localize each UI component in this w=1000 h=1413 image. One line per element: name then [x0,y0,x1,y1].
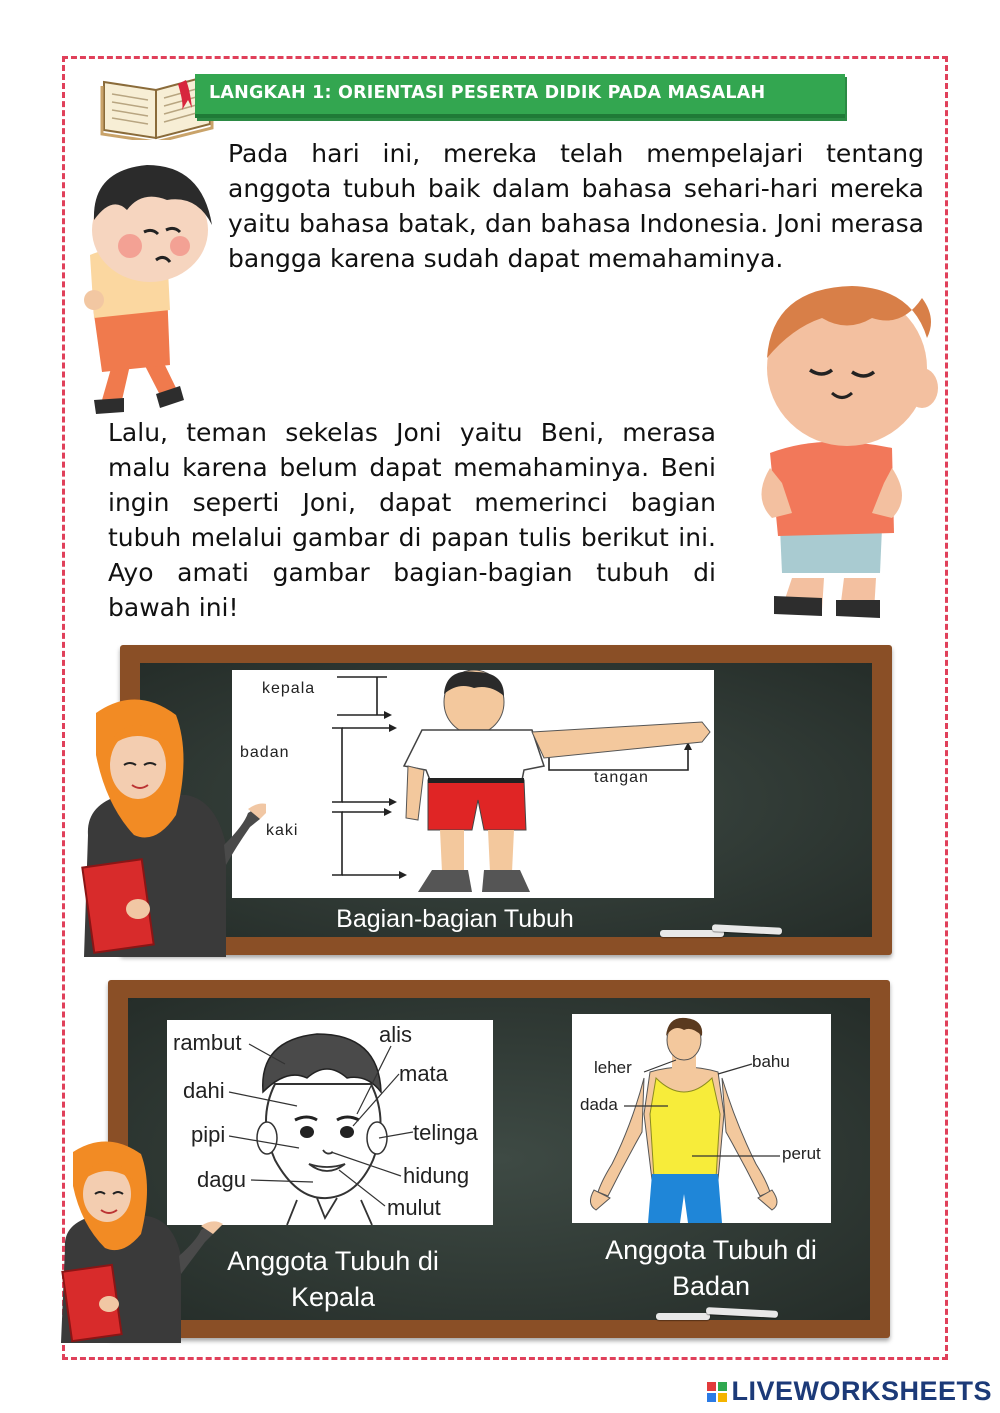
chalk-stick [656,1313,710,1320]
label-bahu: bahu [752,1052,790,1071]
label-leher: leher [594,1058,632,1077]
label-telinga: telinga [413,1120,478,1145]
liveworksheets-brand: LIVEWORKSHEETS [731,1376,992,1406]
torso-parts-diagram [572,1014,831,1223]
joni-character-illustration [72,150,222,420]
label-mulut: mulut [387,1195,441,1220]
step-title: LANGKAH 1: ORIENTASI PESERTA DIDIK PADA MASALAH [209,83,766,103]
caption-torso-parts: Anggota Tubuh di Badan [605,1235,817,1301]
label-badan: badan [240,744,290,761]
label-perut: perut [782,1144,821,1163]
liveworksheets-logo-icon [707,1378,727,1398]
teacher-illustration [76,695,266,957]
caption-head-parts: Anggota Tubuh di Kepala [227,1246,439,1312]
label-dada: dada [580,1095,618,1114]
story-paragraph-2: Lalu, teman sekelas Joni yaitu Beni, merasa malu karena belum dapat memahaminya. Beni ingin seperti Joni, dapat memerinci bagian tubuh melalui gambar di papan tulis berikut ini. Ayo amati gambar bagian-bagian tubuh di bawah ini! [108,418,716,622]
label-alis: alis [379,1022,413,1047]
story-paragraph-1: Pada hari ini, mereka telah mempelajari tentang anggota tubuh baik dalam bahasa sehari-hari mereka yaitu bahasa batak, dan bahasa Indonesia. Joni merasa bangga karena sudah dapat memahaminya. [228,139,924,273]
label-mata: mata [399,1061,448,1086]
body-parts-diagram [232,670,714,898]
step-banner [195,74,845,118]
label-kaki: kaki [266,822,299,839]
label-hidung: hidung [403,1163,470,1188]
caption-body-parts: Bagian-bagian Tubuh [336,905,574,933]
label-dagu: dagu [197,1167,246,1192]
beni-character-illustration [752,278,952,623]
liveworksheets-logo [707,1376,992,1407]
label-tangan: tangan [594,769,649,786]
label-pipi: pipi [191,1122,226,1147]
label-rambut: rambut [173,1030,242,1055]
teacher-illustration [55,1138,225,1343]
boy-torso-illustration [572,1014,831,1223]
label-dahi: dahi [183,1078,225,1103]
label-kepala: kepala [262,680,316,697]
